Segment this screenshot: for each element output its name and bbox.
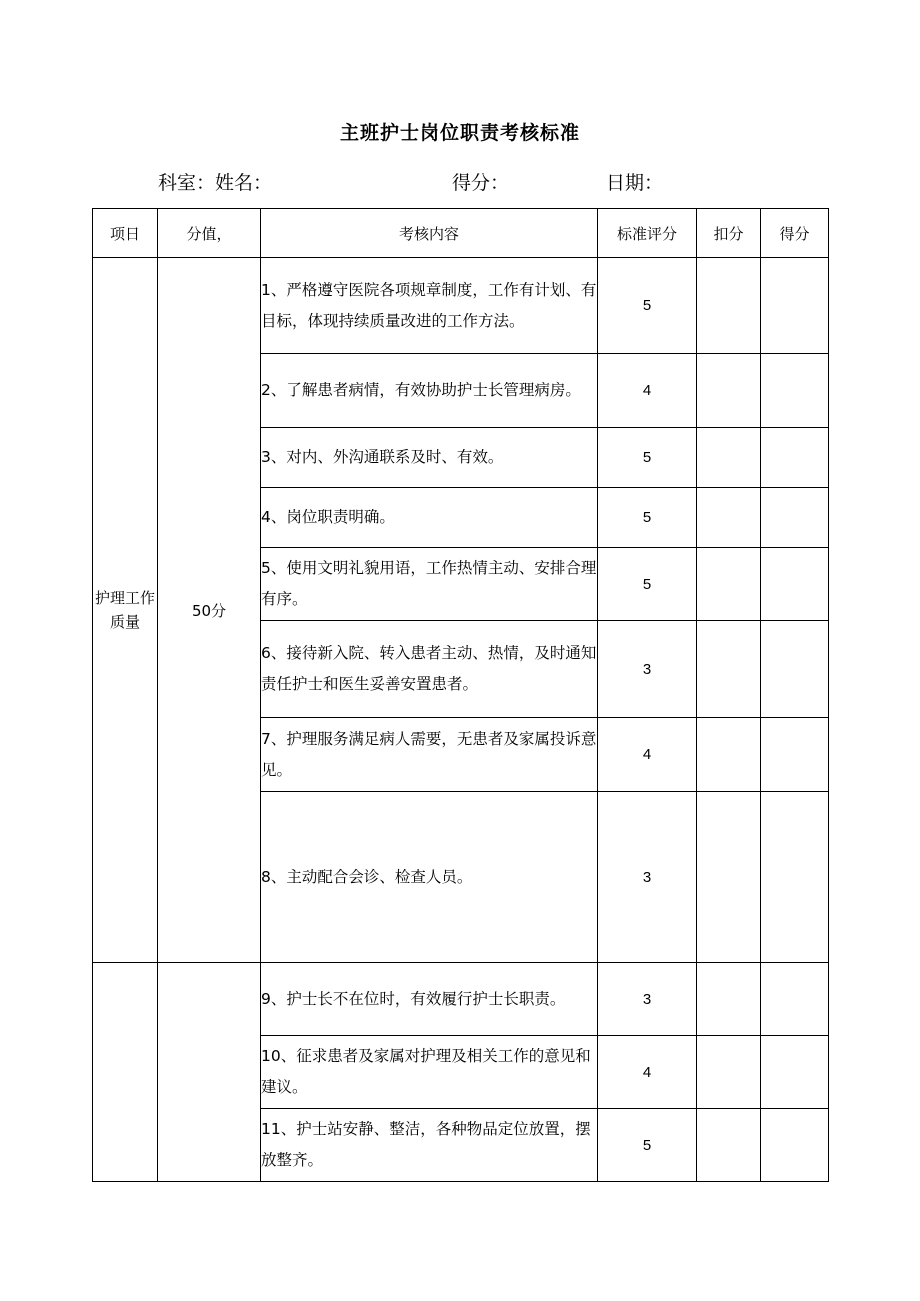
- score-cell: [761, 428, 829, 488]
- table-row: [93, 258, 829, 354]
- deduction-cell: [697, 258, 761, 354]
- score-cell: [761, 488, 829, 548]
- standard-score: 4: [598, 1036, 697, 1109]
- score-cell: [761, 1036, 829, 1109]
- criterion-text: 2、了解患者病情，有效协助护士长管理病房。: [261, 354, 598, 428]
- header-row: [93, 209, 829, 258]
- standard-score: 3: [598, 792, 697, 963]
- header-item: 项日: [93, 209, 158, 258]
- standard-score: 5: [598, 428, 697, 488]
- deduction-cell: [697, 1109, 761, 1182]
- item-name: [93, 963, 158, 1182]
- criterion-text: 5、使用文明礼貌用语，工作热情主动、安排合理有序。: [261, 548, 598, 621]
- item-points: [158, 963, 261, 1182]
- score-cell: [761, 792, 829, 963]
- criterion-text: 10、征求患者及家属对护理及相关工作的意见和建议。: [261, 1036, 598, 1109]
- score-cell: [761, 354, 829, 428]
- header-standard-score: 标准评分: [598, 209, 697, 258]
- header-deduction: 扣分: [697, 209, 761, 258]
- deduction-cell: [697, 718, 761, 792]
- header-points: 分值，: [158, 209, 261, 258]
- standard-score: 5: [598, 488, 697, 548]
- header-score: 得分: [761, 209, 829, 258]
- criterion-text: 1、严格遵守医院各项规章制度，工作有计划、有目标，体现持续质量改进的工作方法。: [261, 258, 598, 354]
- score-cell: [761, 621, 829, 718]
- deduction-cell: [697, 488, 761, 548]
- score-cell: [761, 548, 829, 621]
- deduction-cell: [697, 428, 761, 488]
- item-name: 护理工作质量: [93, 258, 158, 963]
- table-row: [93, 963, 829, 1036]
- deduction-cell: [697, 1036, 761, 1109]
- score-cell: [761, 963, 829, 1036]
- info-line: [0, 168, 920, 200]
- header-content: 考核内容: [261, 209, 598, 258]
- standard-score: 3: [598, 621, 697, 718]
- standard-score: 5: [598, 1109, 697, 1182]
- criterion-text: 8、主动配合会诊、检查人员。: [261, 792, 598, 963]
- score-cell: [761, 1109, 829, 1182]
- deduction-cell: [697, 792, 761, 963]
- standard-score: 5: [598, 258, 697, 354]
- dept-name-field: 科室：姓名：: [158, 172, 273, 194]
- score-cell: [761, 718, 829, 792]
- criterion-text: 3、对内、外沟通联系及时、有效。: [261, 428, 598, 488]
- deduction-cell: [697, 354, 761, 428]
- criterion-text: 9、护士长不在位时，有效履行护士长职责。: [261, 963, 598, 1036]
- deduction-cell: [697, 548, 761, 621]
- score-field: 得分：: [452, 172, 510, 194]
- criterion-text: 4、岗位职责明确。: [261, 488, 598, 548]
- criterion-text: 11、护士站安静、整洁，各种物品定位放置，摆放整齐。: [261, 1109, 598, 1182]
- item-points: 50分: [158, 258, 261, 963]
- deduction-cell: [697, 963, 761, 1036]
- standard-score: 4: [598, 354, 697, 428]
- page-title: 主班护士岗位职责考核标准: [339, 122, 580, 144]
- standard-score: 5: [598, 548, 697, 621]
- score-cell: [761, 258, 829, 354]
- criterion-text: 7、护理服务满足病人需要，无患者及家属投诉意见。: [261, 718, 598, 792]
- standard-score: 3: [598, 963, 697, 1036]
- date-field: 日期：: [606, 172, 664, 194]
- deduction-cell: [697, 621, 761, 718]
- standard-score: 4: [598, 718, 697, 792]
- assessment-table: [92, 208, 829, 1182]
- criterion-text: 6、接待新入院、转入患者主动、热情，及时通知责任护士和医生妥善安置患者。: [261, 621, 598, 718]
